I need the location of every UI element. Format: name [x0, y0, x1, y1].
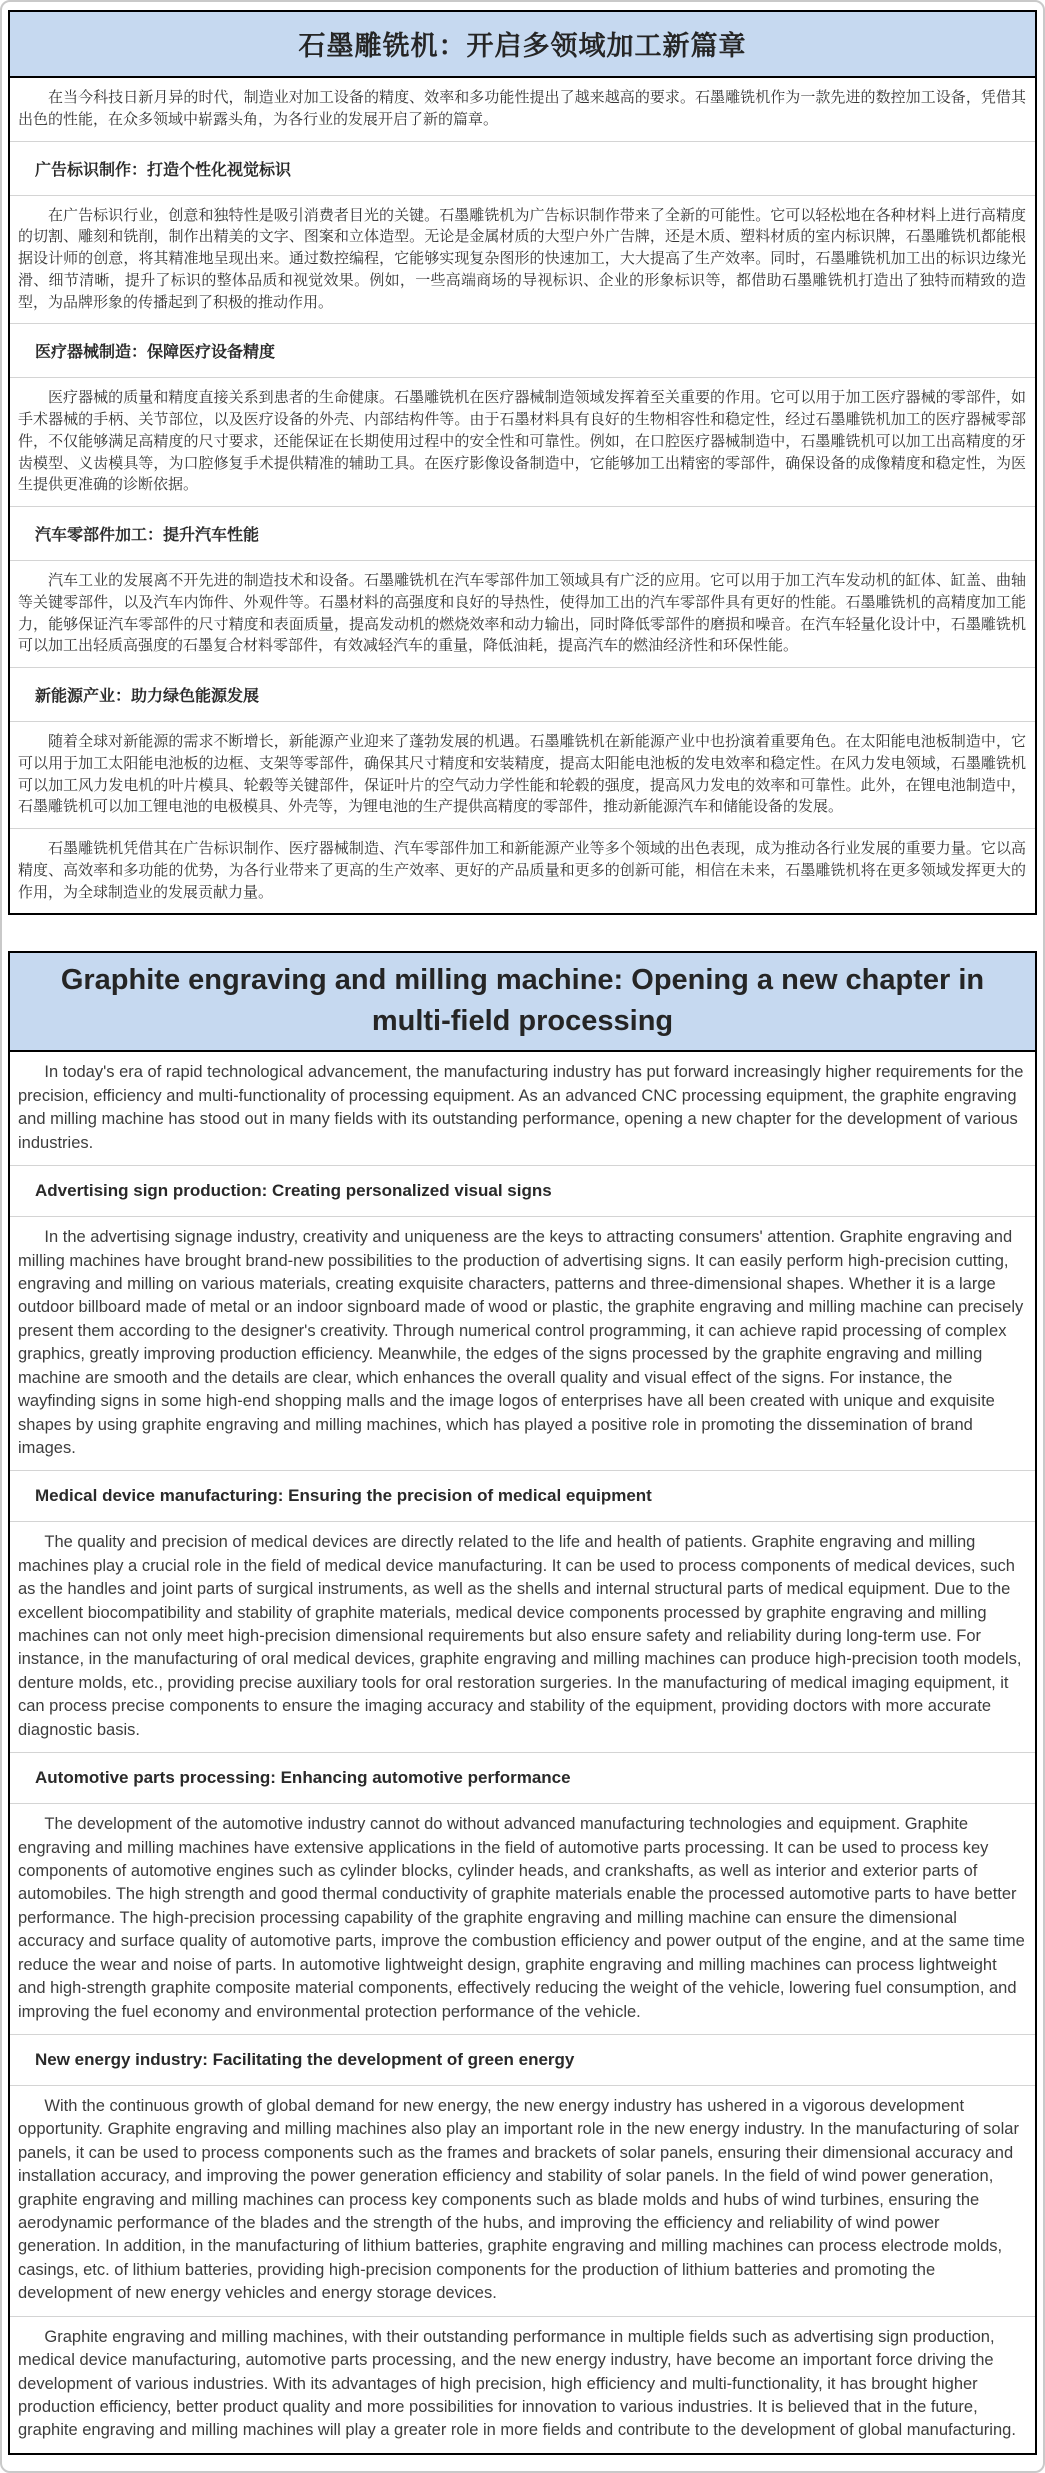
section-heading: Medical device manufacturing: Ensuring the precision of medical equipment	[10, 1470, 1035, 1521]
article-paragraph: 石墨雕铣机凭借其在广告标识制作、医疗器械制造、汽车零部件加工和新能源产业等多个领域的出色表现，成为推动各行业发展的重要力量。它以高精度、高效率和多功能的优势，为各行业带来了更高的生产效率、更好的产品质量和更多的创新可能，相信在未来，石墨雕铣机将在更多领域发挥更大的作用，为全球制造业的发展贡献力量。	[10, 828, 1035, 913]
section-heading: 广告标识制作：打造个性化视觉标识	[10, 141, 1035, 195]
article-separator	[8, 915, 1037, 951]
article-paragraph: The development of the automotive industry cannot do without advanced manufacturing technologies and equipment. Graphite engraving and milling machines have extensive applications in the field of automotive parts processing. It can be used to process key components of automotive engines such as cylinder blocks, cylinder heads, and crankshafts, as well as interior and exterior parts of automobiles. The high strength and good thermal conductivity of graphite materials enable the processed automotive parts to have better performance. The high-precision processing capability of the graphite engraving and milling machine can ensure the dimensional accuracy and surface quality of automotive parts, improve the combustion efficiency and power output of the engine, and at the same time reduce the wear and noise of parts. In automotive lightweight design, graphite engraving and milling machines can process lightweight and high-strength graphite composite material components, effectively reducing the weight of the vehicle, lowering fuel consumption, and improving the fuel economy and environmental protection performance of the vehicle.	[10, 1803, 1035, 2034]
section-heading: New energy industry: Facilitating the development of green energy	[10, 2034, 1035, 2085]
english-article	[8, 951, 1037, 2455]
article-paragraph: In the advertising signage industry, creativity and uniqueness are the keys to attracting consumers' attention. Graphite engraving and milling machines have brought brand-new possibilities to the production of advertising signs. It can easily perform high-precision cutting, engraving and milling on various materials, creating exquisite characters, patterns and three-dimensional shapes. Whether it is a large outdoor billboard made of metal or an indoor signboard made of wood or plastic, the graphite engraving and milling machine can precisely present them according to the designer's creativity. Through numerical control programming, it can achieve rapid processing of complex graphics, greatly improving production efficiency. Meanwhile, the edges of the signs processed by the graphite engraving and milling machine are smooth and the details are clear, which enhances the overall quality and visual effect of the signs. For instance, the wayfinding signs in some high-end shopping malls and the image logos of enterprises have all been created with unique and exquisite shapes by using graphite engraving and milling machines, which has played a positive role in promoting the dissemination of brand images.	[10, 1216, 1035, 1470]
section-heading: Advertising sign production: Creating personalized visual signs	[10, 1165, 1035, 1216]
section-heading: 汽车零部件加工：提升汽车性能	[10, 506, 1035, 560]
article-paragraph: The quality and precision of medical devices are directly related to the life and health of patients. Graphite engraving and milling machines play a crucial role in the field of medical device manufacturing. It can be used to process components of medical devices, such as the handles and joint parts of surgical instruments, as well as the shells and internal structural parts of medical equipment. Due to the excellent biocompatibility and stability of graphite materials, medical device components processed by graphite engraving and milling machines can not only meet high-precision dimensional requirements but also ensure safety and reliability during long-term use. For instance, in the manufacturing of oral medical devices, graphite engraving and milling machines can produce high-precision tooth models, denture molds, etc., providing precise auxiliary tools for oral restoration surgeries. In the manufacturing of medical imaging equipment, it can process precise components to ensure the imaging accuracy and stability of the equipment, providing doctors with more accurate diagnostic basis.	[10, 1521, 1035, 1752]
chinese-article-body	[10, 78, 1035, 913]
article-paragraph: In today's era of rapid technological advancement, the manufacturing industry has put forward increasingly higher requirements for the precision, efficiency and multi-functionality of processing equipment. As an advanced CNC processing equipment, the graphite engraving and milling machine has stood out in many fields with its outstanding performance, opening a new chapter for the development of various industries.	[10, 1052, 1035, 1165]
article-paragraph: 在广告标识行业，创意和独特性是吸引消费者目光的关键。石墨雕铣机为广告标识制作带来了全新的可能性。它可以轻松地在各种材料上进行高精度的切割、雕刻和铣削，制作出精美的文字、图案和立体造型。无论是金属材质的大型户外广告牌，还是木质、塑料材质的室内标识牌，石墨雕铣机都能根据设计师的创意，将其精准地呈现出来。通过数控编程，它能够实现复杂图形的快速加工，大大提高了生产效率。同时，石墨雕铣机加工出的标识边缘光滑、细节清晰，提升了标识的整体品质和视觉效果。例如，一些高端商场的导视标识、企业的形象标识等，都借助石墨雕铣机打造出了独特而精致的造型，为品牌形象的传播起到了积极的推动作用。	[10, 195, 1035, 324]
english-article-title: Graphite engraving and milling machine: Opening a new chapter in multi-field processing	[10, 953, 1035, 1052]
article-paragraph: Graphite engraving and milling machines, with their outstanding performance in multiple fields such as advertising sign production, medical device manufacturing, automotive parts processing, and the new energy industry, have become an important force driving the development of various industries. With its advantages of high precision, high efficiency and multi-functionality, it has brought higher production efficiency, better product quality and more possibilities for innovation to various industries. It is believed that in the future, graphite engraving and milling machines will play a greater role in more fields and contribute to the development of global manufacturing.	[10, 2316, 1035, 2453]
section-heading: Automotive parts processing: Enhancing automotive performance	[10, 1752, 1035, 1803]
english-article-body	[10, 1052, 1035, 2452]
article-paragraph: 在当今科技日新月异的时代，制造业对加工设备的精度、效率和多功能性提出了越来越高的要求。石墨雕铣机作为一款先进的数控加工设备，凭借其出色的性能，在众多领域中崭露头角，为各行业的发展开启了新的篇章。	[10, 78, 1035, 141]
section-heading: 医疗器械制造：保障医疗设备精度	[10, 323, 1035, 377]
article-paragraph: 医疗器械的质量和精度直接关系到患者的生命健康。石墨雕铣机在医疗器械制造领域发挥着至关重要的作用。它可以用于加工医疗器械的零部件，如手术器械的手柄、关节部位，以及医疗设备的外壳、内部结构件等。由于石墨材料具有良好的生物相容性和稳定性，经过石墨雕铣机加工的医疗器械零部件，不仅能够满足高精度的尺寸要求，还能保证在长期使用过程中的安全性和可靠性。例如，在口腔医疗器械制造中，石墨雕铣机可以加工出高精度的牙齿模型、义齿模具等，为口腔修复手术提供精准的辅助工具。在医疗影像设备制造中，它能够加工出精密的零部件，确保设备的成像精度和稳定性，为医生提供更准确的诊断依据。	[10, 377, 1035, 506]
section-heading: 新能源产业：助力绿色能源发展	[10, 667, 1035, 721]
article-paragraph: 汽车工业的发展离不开先进的制造技术和设备。石墨雕铣机在汽车零部件加工领域具有广泛的应用。它可以用于加工汽车发动机的缸体、缸盖、曲轴等关键零部件，以及汽车内饰件、外观件等。石墨材料的高强度和良好的导热性，使得加工出的汽车零部件具有更好的性能。石墨雕铣机的高精度加工能力，能够保证汽车零部件的尺寸精度和表面质量，提高发动机的燃烧效率和动力输出，同时降低零部件的磨损和噪音。在汽车轻量化设计中，石墨雕铣机可以加工出轻质高强度的石墨复合材料零部件，有效减轻汽车的重量，降低油耗，提高汽车的燃油经济性和环保性能。	[10, 560, 1035, 667]
article-paragraph: 随着全球对新能源的需求不断增长，新能源产业迎来了蓬勃发展的机遇。石墨雕铣机在新能源产业中也扮演着重要角色。在太阳能电池板制造中，它可以用于加工太阳能电池板的边框、支架等零部件，确保其尺寸精度和安装精度，提高太阳能电池板的发电效率和稳定性。在风力发电领域，石墨雕铣机可以加工风力发电机的叶片模具、轮毂等关键部件，保证叶片的空气动力学性能和轮毂的强度，提高风力发电的效率和可靠性。此外，在锂电池制造中，石墨雕铣机可以加工锂电池的电极模具、外壳等，为锂电池的生产提供高精度的零部件，推动新能源汽车和储能设备的发展。	[10, 721, 1035, 828]
chinese-article	[8, 10, 1037, 915]
article-paragraph: With the continuous growth of global demand for new energy, the new energy industry has ushered in a vigorous development opportunity. Graphite engraving and milling machines also play an important role in the new energy industry. In the manufacturing of solar panels, it can be used to process components such as the frames and brackets of solar panels, ensuring their dimensional accuracy and installation accuracy, and improving the power generation efficiency and stability of solar panels. In the field of wind power generation, graphite engraving and milling machines can process key components such as blade molds and hubs of wind turbines, ensuring the aerodynamic performance of the blades and the strength of the hubs, and improving the efficiency and reliability of wind power generation. In addition, in the manufacturing of lithium batteries, graphite engraving and milling machines can process electrode molds, casings, etc. of lithium batteries, providing high-precision components for the production of lithium batteries and promoting the development of new energy vehicles and energy storage devices.	[10, 2085, 1035, 2316]
chinese-article-title: 石墨雕铣机：开启多领域加工新篇章	[10, 12, 1035, 78]
